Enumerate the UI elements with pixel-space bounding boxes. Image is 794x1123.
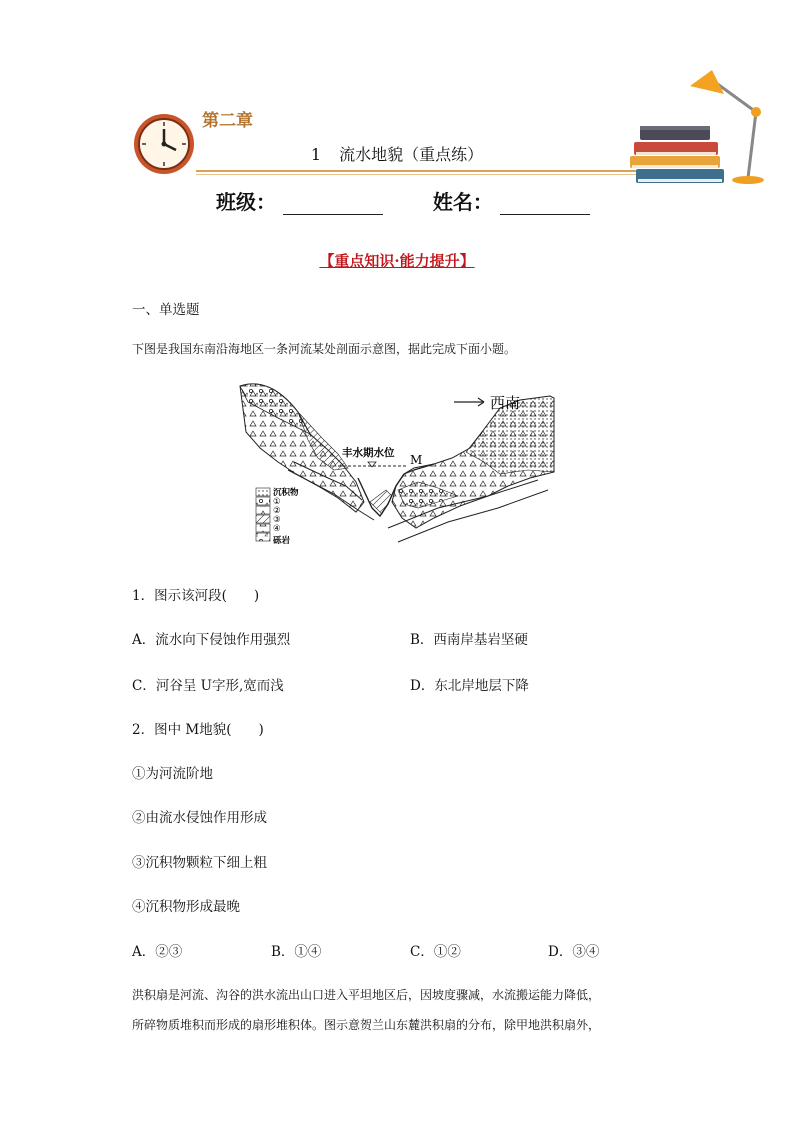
passage-line: 所碎物质堆积而形成的扇形堆积体。图示意贺兰山东麓洪积扇的分布，除甲地洪积扇外，: [132, 1018, 601, 1032]
question-2-statement: ④沉积物形成最晚: [132, 899, 240, 915]
class-blank[interactable]: [283, 194, 383, 215]
passage-line: 洪积扇是河流、沟谷的洪水流出山口进入平坦地区后，因坡度骤减，水流搬运能力降低，: [132, 988, 601, 1002]
legend-label: ④: [273, 524, 281, 534]
question-2-statement: ①为河流阶地: [132, 766, 213, 782]
lesson-title-text: 流水地貌（重点练）: [339, 145, 484, 164]
question-1-option-c[interactable]: C．河谷呈 U字形,宽而浅: [132, 678, 284, 694]
legend-label: ①: [273, 497, 281, 507]
chapter-label: 第二章: [202, 111, 253, 131]
class-name-row: [216, 186, 590, 215]
question-1-stem: 1．图示该河段( ): [132, 588, 260, 604]
name-label: 姓名：: [432, 190, 493, 214]
class-label: 班级：: [216, 190, 276, 214]
question-2-option-b[interactable]: B．①④: [271, 944, 322, 960]
direction-label: 西南: [490, 394, 521, 412]
question-2-option-a[interactable]: A．②③: [132, 944, 183, 960]
question-2-option-c[interactable]: C．①②: [410, 944, 461, 960]
question-1-option-b[interactable]: B．西南岸基岩坚硬: [410, 632, 528, 648]
point-m-label: M: [410, 453, 423, 467]
legend-label: ②: [273, 506, 281, 516]
legend-label: 沉积物: [273, 488, 299, 498]
books-lamp-icon: [628, 64, 768, 188]
header-divider: [196, 170, 636, 172]
intro-text: 下图是我国东南沿海地区一条河流某处剖面示意图，据此完成下面小题。: [132, 342, 517, 356]
part-title: 一、单选题: [132, 302, 200, 318]
question-2-stem: 2．图中 M地貌( ): [132, 722, 264, 738]
legend-label: 砾岩: [273, 536, 291, 546]
header-divider-thin: [196, 174, 636, 175]
section-title: 【重点知识·能力提升】: [319, 252, 475, 270]
question-2-option-d[interactable]: D．③④: [548, 944, 600, 960]
river-profile-diagram: [238, 378, 558, 554]
figure-legend: [256, 487, 299, 546]
name-blank[interactable]: [500, 194, 590, 215]
question-2-statement: ③沉积物颗粒下细上粗: [132, 855, 267, 871]
question-2-statement: ②由流水侵蚀作用形成: [132, 810, 267, 826]
question-1-option-d[interactable]: D．东北岸地层下降: [410, 678, 529, 694]
question-1-option-a[interactable]: A．流水向下侵蚀作用强烈: [132, 632, 291, 648]
lesson-number: 1: [310, 145, 322, 164]
legend-label: ③: [273, 515, 281, 525]
water-level-label: 丰水期水位: [342, 447, 395, 459]
